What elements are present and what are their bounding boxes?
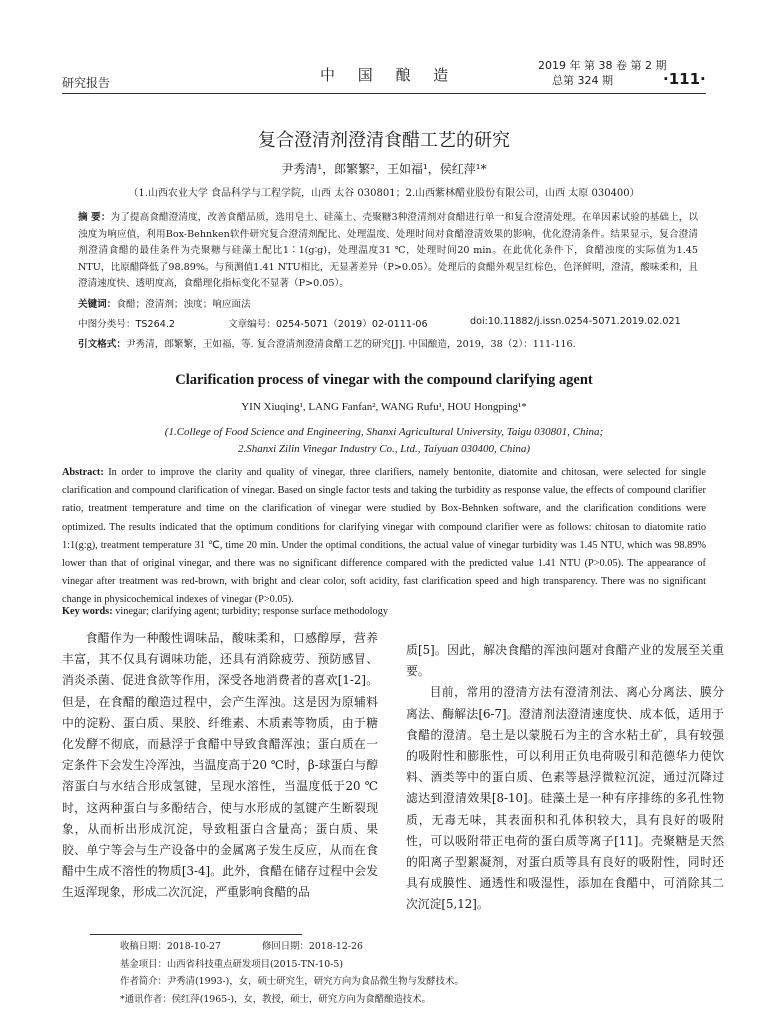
- article-number: 文章编号：0254-5071（2019）02-0111-06: [228, 319, 428, 330]
- footnotes: [120, 938, 720, 1008]
- body-paragraph-1-cont: 质[5]。因此，解决食醋的浑浊问题对食醋产业的发展至关重要。: [406, 643, 724, 679]
- english-authors: YIN Xiuqing¹, LANG Fanfan², WANG Rufu¹, HOU Hongping¹*: [241, 401, 527, 413]
- issue-line-1: 2019 年 第 38 卷 第 2 期: [538, 59, 667, 72]
- citation-cn-text: 尹秀清，郎繁繁，王如福，等. 复合澄清剂澄清食醋工艺的研究[J]. 中国酿造，2019，38（2）：111-116.: [125, 339, 576, 350]
- keywords-cn-text: 食醋；澄清剂；浊度；响应面法: [116, 299, 251, 310]
- english-keywords: [62, 606, 706, 617]
- section-label: 研究报告: [62, 76, 111, 90]
- keywords-cn-label: 关键词：: [78, 299, 117, 310]
- doi: doi:10.11882/j.issn.0254-5071.2019.02.021: [470, 316, 681, 327]
- revised-date: 修回日期：2018-12-26: [262, 941, 363, 952]
- clc-number: 中图分类号：TS264.2: [78, 319, 175, 330]
- abstract-cn: [78, 210, 698, 293]
- citation-cn: [78, 336, 698, 350]
- paper-affiliation: （1.山西农业大学 食品科学与工程学院，山西 太谷 030801；2.山西紫林醋业股份有限公司，山西 太原 030400）: [128, 188, 640, 199]
- journal-name: 中 国 酿 造: [320, 66, 458, 84]
- received-date: 收稿日期：2018-10-27: [120, 941, 221, 952]
- english-affiliation: [0, 424, 768, 458]
- paper-authors: 尹秀清¹，郎繁繁²，王如福¹，侯红萍¹*: [281, 162, 487, 176]
- body-paragraph-2: 目前，常用的澄清方法有澄清剂法、离心分离法、膜分离法、酶解法[6-7]。澄清剂法澄清速度快、成本低，适用于食醋的澄清。皂土是以蒙脱石为主的含水粘土矿，具有较强的吸附性和膨胀性，可以利用正负电荷吸引和范德华力使饮料、酒类等中的蛋白质、色素等悬浮微粒沉淀，通过沉降过滤达到澄清效果[8-10]。硅藻土是一种有序排练的多孔性物质，无毒无味，其表面积和孔体积较大，具有良好的吸附性，可以吸附带正电荷的蛋白质等离子[11]。壳聚糖是天然的阳离子型絮凝剂，对蛋白质等具有良好的吸附性，同时还具有成膜性、通透性和吸湿性，添加在食醋中，可消除其二次沉淀[5,12]。: [406, 685, 724, 912]
- english-abstract-text: In order to improve the clarity and quality of vinegar, three clarifiers, namely bentonite, diatomite and chitosan, were selected for single clarification and compound clarification of vinegar. Based on single factor tests and taking the turbidity as response value, the effects of compound clarifier ratio, treatment temperature and time on the clarification of vinegar were studied by Box-Behnken software, and the clarification conditions were optimized. The results indicated that the optimum conditions for clarifying vinegar with compound clarifier were as follows: chitosan to diatomite ratio 1:1(g:g), treatment temperature 31 ℃, time 20 min. Under the optimal conditions, the actual value of vinegar turbidity was 1.45 NTU, which was 98.89% lower than that of original vinegar, and there was no significant difference compared with the predicted value 1.41 NTU (P>0.05). The appearance of vinegar after treatment was red-brown, with bright and clear color, soft acidity, fast clarification speed and high transparency. There was no significant change in physicochemical indexes of vinegar (P>0.05).: [62, 467, 707, 606]
- paper-title: 复合澄清剂澄清食醋工艺的研究: [258, 130, 510, 151]
- english-abstract: [62, 464, 706, 610]
- page-number: ·111·: [663, 70, 706, 88]
- body-paragraph-1: 食醋作为一种酸性调味品，酸味柔和，口感醇厚，营养丰富，其不仅具有调味功能，还具有消除疲劳、预防感冒、消炎杀菌、促进食欲等作用，深受各地消费者的喜欢[1-2]。但是，在食醋的酿造过程中，会产生浑浊。这是因为原辅料中的淀粉、蛋白质、果胶、纤维素、木质素等物质，由于糖化发酵不彻底，而悬浮于食醋中导致食醋浑浊；蛋白质在一定条件下会发生冷浑浊，当温度高于20 ℃时，β-球蛋白与醇溶蛋白与水结合形成氢键，呈现水溶性，当温度低于20 ℃时，这两种蛋白与多酚结合，使与水形成的氢键产生断裂现象，从而析出形成沉淀，导致粗蛋白含量高；蛋白质、果胶、单宁等会与生产设备中的金属离子发生反应，从而在食醋中生成不溶性的物质[3-4]。此外，食醋在储存过程中会发生返浑现象，形成二次沉淀，严重影响食醋的品: [62, 631, 378, 900]
- citation-cn-label: 引文格式：: [78, 339, 126, 350]
- issue-line-2: 总第 324 期: [552, 74, 613, 87]
- body-column-left: [62, 628, 378, 904]
- issue-info: [538, 58, 666, 88]
- english-abstract-label: Abstract:: [62, 467, 104, 478]
- english-affiliation-2: 2.Shanxi Zilin Vinegar Industry Co., Ltd., Taiyuan 030400, China): [237, 443, 531, 455]
- header-rule: [62, 93, 706, 94]
- abstract-cn-label: 摘 要：: [78, 212, 111, 223]
- fund-info: 基金项目：山西省科技重点研发项目(2015-TN-10-5): [120, 958, 344, 970]
- abstract-cn-text: 为了提高食醋澄清度，改善食醋品质，选用皂土、硅藻土、壳聚糖3种澄清剂对食醋进行单一和复合澄清处理。在单因素试验的基础上，以浊度为响应值，利用Box-Behnken软件研究复合澄清剂配比、处理温度、处理时间对食醋澄清效果的影响，优化澄清条件。结果显示，复合澄清剂澄清食醋的最佳条件为壳聚糖与硅藻土配比1∶1(g∶g)，处理温度31 ℃，处理时间20 min。在此优化条件下，食醋浊度的实际值为1.45 NTU，比原醋降低了98.89%。与预测值1.41 NTU相比，无显著差异（P>0.05）。处理后的食醋外观呈红棕色，色泽鲜明，澄清，酸味柔和，且澄清速度快、透明度高，食醋理化指标变化不显著（P>0.05）。: [78, 212, 698, 289]
- corresponding-author: *通讯作者：侯红萍(1965-)，女，教授，硕士，研究方向为食醋酿造技术。: [120, 993, 431, 1005]
- footnote-rule: [90, 934, 302, 935]
- keywords-cn: [78, 296, 698, 310]
- body-column-right: [406, 640, 724, 916]
- english-affiliation-1: (1.College of Food Science and Engineering, Shanxi Agricultural University, Taigu 030801, China;: [164, 426, 604, 438]
- english-title: Clarification process of vinegar with the compound clarifying agent: [175, 372, 593, 388]
- english-keywords-label: Key words:: [62, 606, 113, 617]
- english-keywords-text: vinegar; clarifying agent; turbidity; response surface methodology: [115, 606, 388, 617]
- footnote-dates: [120, 938, 720, 956]
- author-info: 作者简介：尹秀清(1993-)，女，硕士研究生，研究方向为食品微生物与发酵技术。: [120, 976, 464, 987]
